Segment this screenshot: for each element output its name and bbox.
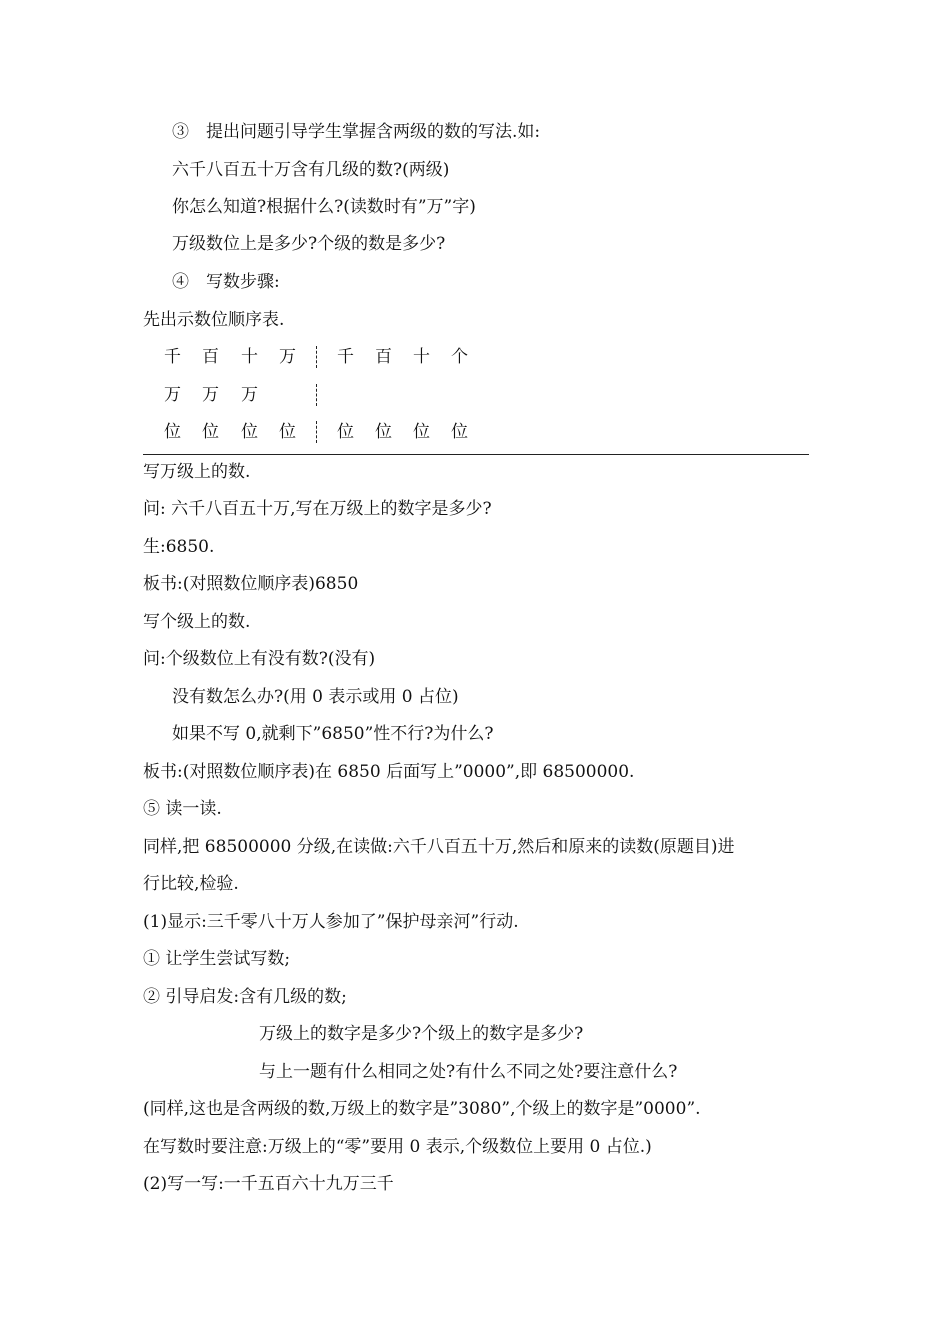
text-line-7: 写万级上的数.	[143, 462, 251, 482]
place-cell: 万	[279, 347, 296, 367]
text-line-5: ④ 写数步骤:	[172, 272, 280, 292]
place-cell: 位	[413, 422, 430, 442]
place-cell: 位	[202, 422, 219, 442]
place-cell: 千	[337, 347, 354, 367]
text-line-2: 六千八百五十万含有几级的数?(两级)	[172, 160, 450, 180]
text-line-24: (同样,这也是含两级的数,万级上的数字是”3080”,个级上的数字是”0000”.	[143, 1099, 701, 1119]
text-line-26: (2)写一写:一千五百六十九万三千	[143, 1174, 394, 1194]
place-cell: 位	[451, 422, 468, 442]
place-cell: 千	[164, 347, 181, 367]
text-line-22: 万级上的数字是多少?个级上的数字是多少?	[259, 1024, 584, 1044]
place-cell: 个	[451, 347, 468, 367]
place-cell: 百	[202, 347, 219, 367]
place-cell: 万	[164, 385, 181, 405]
level-separator	[316, 384, 317, 406]
text-line-14: 如果不写 0,就剩下”6850”性不行?为什么?	[172, 724, 494, 744]
text-line-15: 板书:(对照数位顺序表)在 6850 后面写上”0000”,即 68500000.	[143, 762, 635, 782]
text-line-21: ② 引导启发:含有几级的数;	[143, 987, 347, 1007]
text-line-9: 生:6850.	[143, 537, 215, 557]
text-line-19: (1)显示:三千零八十万人参加了”保护母亲河”行动.	[143, 912, 519, 932]
place-cell: 百	[375, 347, 392, 367]
place-cell: 位	[164, 422, 181, 442]
text-line-8: 问: 六千八百五十万,写在万级上的数字是多少?	[143, 499, 492, 519]
text-line-11: 写个级上的数.	[143, 612, 251, 632]
place-cell: 位	[241, 422, 258, 442]
text-line-6: 先出示数位顺序表.	[143, 310, 285, 330]
place-cell: 十	[241, 347, 258, 367]
text-line-4: 万级数位上是多少?个级的数是多少?	[172, 234, 446, 254]
text-line-1: ③ 提出问题引导学生掌握含两级的数的写法.如:	[172, 122, 541, 142]
text-line-12: 问:个级数位上有没有数?(没有)	[143, 649, 376, 669]
text-line-3: 你怎么知道?根据什么?(读数时有”万”字)	[172, 197, 476, 217]
text-line-10: 板书:(对照数位顺序表)6850	[143, 574, 359, 594]
text-line-25: 在写数时要注意:万级上的“零”要用 0 表示,个级数位上要用 0 占位.)	[143, 1137, 652, 1157]
text-line-23: 与上一题有什么相同之处?有什么不同之处?要注意什么?	[259, 1062, 678, 1082]
place-cell: 万	[202, 385, 219, 405]
text-line-17: 同样,把 68500000 分级,在读做:六千八百五十万,然后和原来的读数(原题目)进	[143, 837, 735, 857]
place-cell: 万	[241, 385, 258, 405]
place-cell: 位	[279, 422, 296, 442]
place-cell: 位	[375, 422, 392, 442]
level-separator	[316, 346, 317, 368]
text-line-13: 没有数怎么办?(用 0 表示或用 0 占位)	[172, 687, 459, 707]
text-line-20: ① 让学生尝试写数;	[143, 949, 291, 969]
place-cell: 十	[413, 347, 430, 367]
level-separator	[316, 421, 317, 443]
table-bottom-rule	[143, 454, 809, 455]
text-line-18: 行比较,检验.	[143, 874, 239, 894]
text-line-16: ⑤ 读一读.	[143, 799, 222, 819]
place-cell: 位	[337, 422, 354, 442]
